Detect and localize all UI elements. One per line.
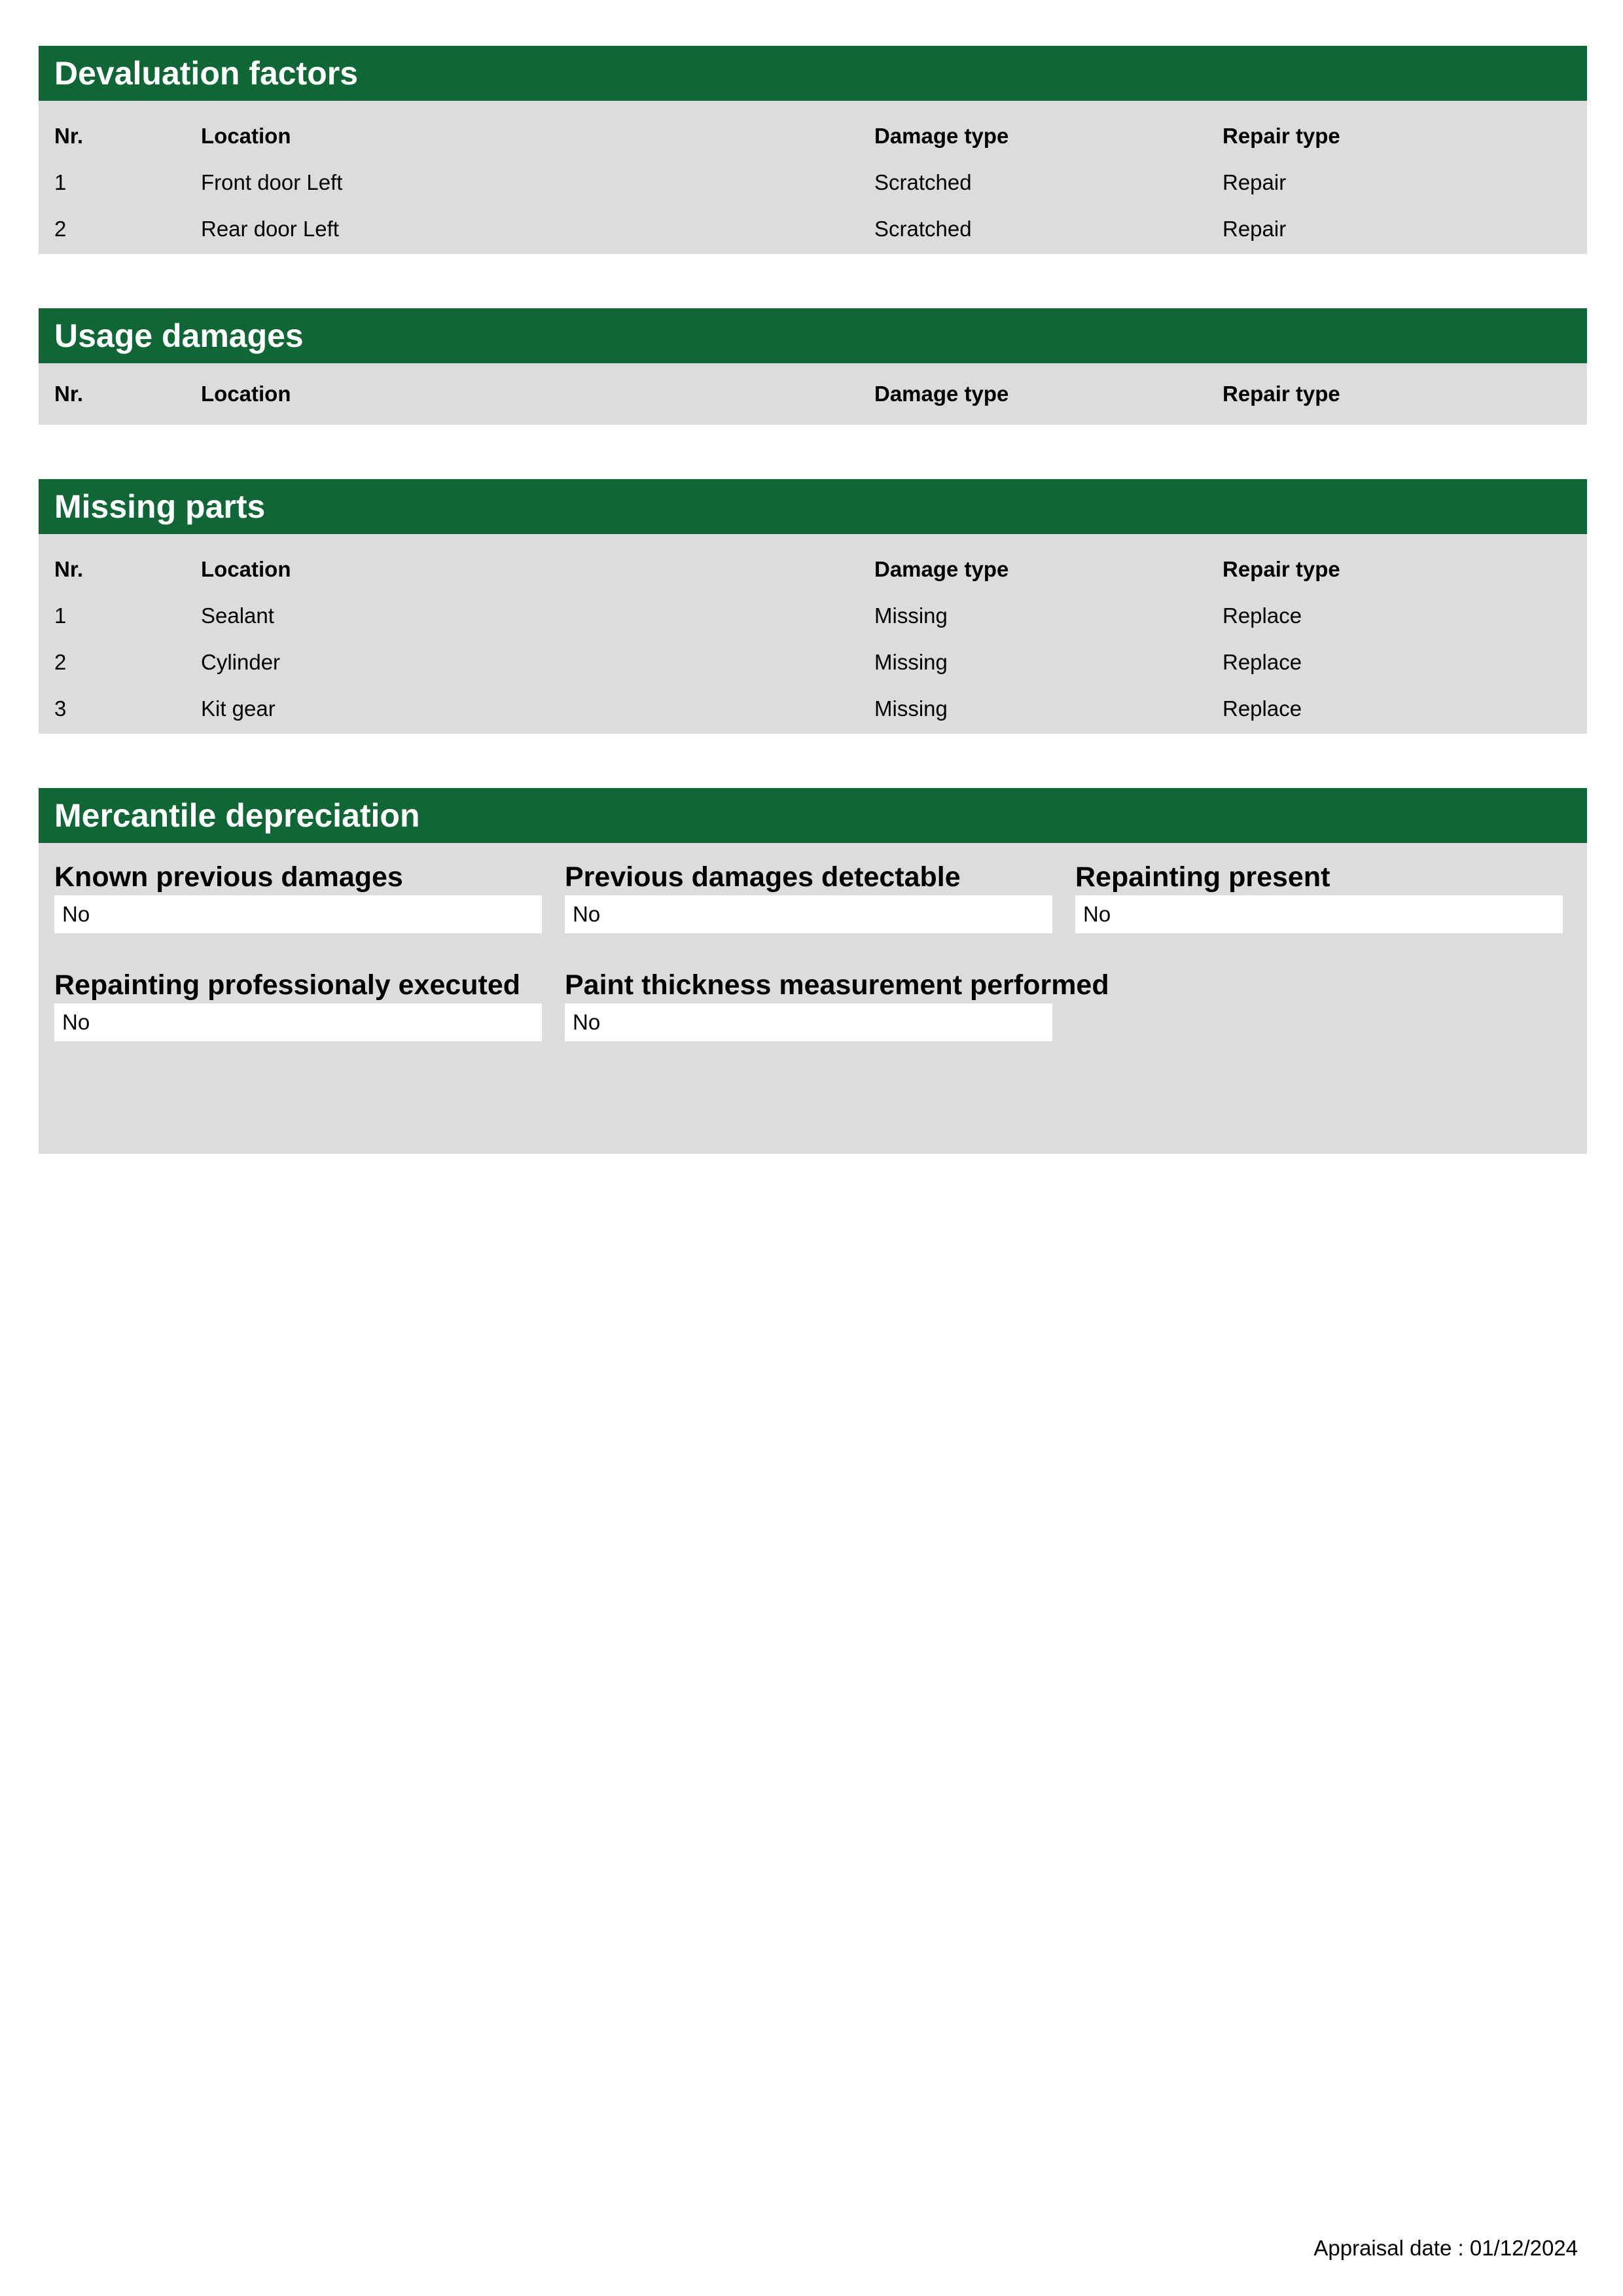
cell-repair-type: Repair xyxy=(1222,170,1287,194)
usage-table xyxy=(39,363,1587,425)
cell-damage-type: Missing xyxy=(874,603,948,628)
cell-location: Front door Left xyxy=(201,170,343,194)
table-row xyxy=(39,685,1587,732)
field-value: No xyxy=(1075,895,1563,933)
col-header-nr: Nr. xyxy=(54,382,84,406)
cell-repair-type: Repair xyxy=(1222,217,1287,241)
mercantile-depreciation-body xyxy=(39,843,1587,1154)
col-header-repair-type: Repair type xyxy=(1222,557,1340,581)
col-header-location: Location xyxy=(201,124,291,148)
col-header-repair-type: Repair type xyxy=(1222,382,1340,406)
devaluation-title: Devaluation factors xyxy=(39,46,1587,101)
cell-damage-type: Scratched xyxy=(874,170,972,194)
cell-nr: 3 xyxy=(54,696,67,721)
cell-nr: 2 xyxy=(54,217,67,241)
col-header-nr: Nr. xyxy=(54,557,84,581)
field-label: Known previous damages xyxy=(54,861,403,893)
field-label: Repainting present xyxy=(1075,861,1330,893)
paint-thickness-measurement-field xyxy=(565,967,1109,1041)
devaluation-table xyxy=(39,101,1587,254)
cell-nr: 2 xyxy=(54,650,67,674)
table-row xyxy=(39,639,1587,685)
field-value: No xyxy=(54,1003,542,1041)
field-label: Previous damages detectable xyxy=(565,861,961,893)
cell-location: Kit gear xyxy=(201,696,276,721)
repainting-present-field xyxy=(1075,859,1563,933)
table-row xyxy=(39,206,1587,252)
cell-repair-type: Replace xyxy=(1222,650,1302,674)
cell-location: Sealant xyxy=(201,603,274,628)
field-value: No xyxy=(54,895,542,933)
col-header-nr: Nr. xyxy=(54,124,84,148)
mercantile-depreciation-section xyxy=(39,788,1587,1154)
col-header-damage-type: Damage type xyxy=(874,557,1009,581)
cell-nr: 1 xyxy=(54,170,67,194)
col-header-damage-type: Damage type xyxy=(874,124,1009,148)
cell-repair-type: Replace xyxy=(1222,603,1302,628)
field-value: No xyxy=(565,895,1052,933)
cell-damage-type: Missing xyxy=(874,696,948,721)
table-row xyxy=(39,592,1587,639)
mercantile-depreciation-title: Mercantile depreciation xyxy=(39,788,1587,843)
repainting-professionaly-executed-field xyxy=(54,967,542,1041)
table-header-row xyxy=(39,113,1587,159)
devaluation-section xyxy=(39,46,1587,254)
table-header-row xyxy=(39,546,1587,592)
field-value: No xyxy=(565,1003,1052,1041)
previous-damages-detectable-field xyxy=(565,859,1052,933)
table-row xyxy=(39,159,1587,206)
col-header-location: Location xyxy=(201,382,291,406)
cell-repair-type: Replace xyxy=(1222,696,1302,721)
col-header-repair-type: Repair type xyxy=(1222,124,1340,148)
field-label: Paint thickness measurement performed xyxy=(565,969,1109,1001)
col-header-damage-type: Damage type xyxy=(874,382,1009,406)
usage-title: Usage damages xyxy=(39,308,1587,363)
cell-nr: 1 xyxy=(54,603,67,628)
known-previous-damages-field xyxy=(54,859,542,933)
cell-damage-type: Scratched xyxy=(874,217,972,241)
missing-parts-table xyxy=(39,534,1587,734)
appraisal-date: Appraisal date : 01/12/2024 xyxy=(1313,2236,1578,2260)
field-label: Repainting professionaly executed xyxy=(54,969,521,1001)
table-header-row xyxy=(39,370,1587,417)
cell-location: Rear door Left xyxy=(201,217,339,241)
usage-section xyxy=(39,308,1587,425)
missing-parts-title: Missing parts xyxy=(39,479,1587,534)
cell-location: Cylinder xyxy=(201,650,281,674)
missing-parts-section xyxy=(39,479,1587,734)
cell-damage-type: Missing xyxy=(874,650,948,674)
col-header-location: Location xyxy=(201,557,291,581)
